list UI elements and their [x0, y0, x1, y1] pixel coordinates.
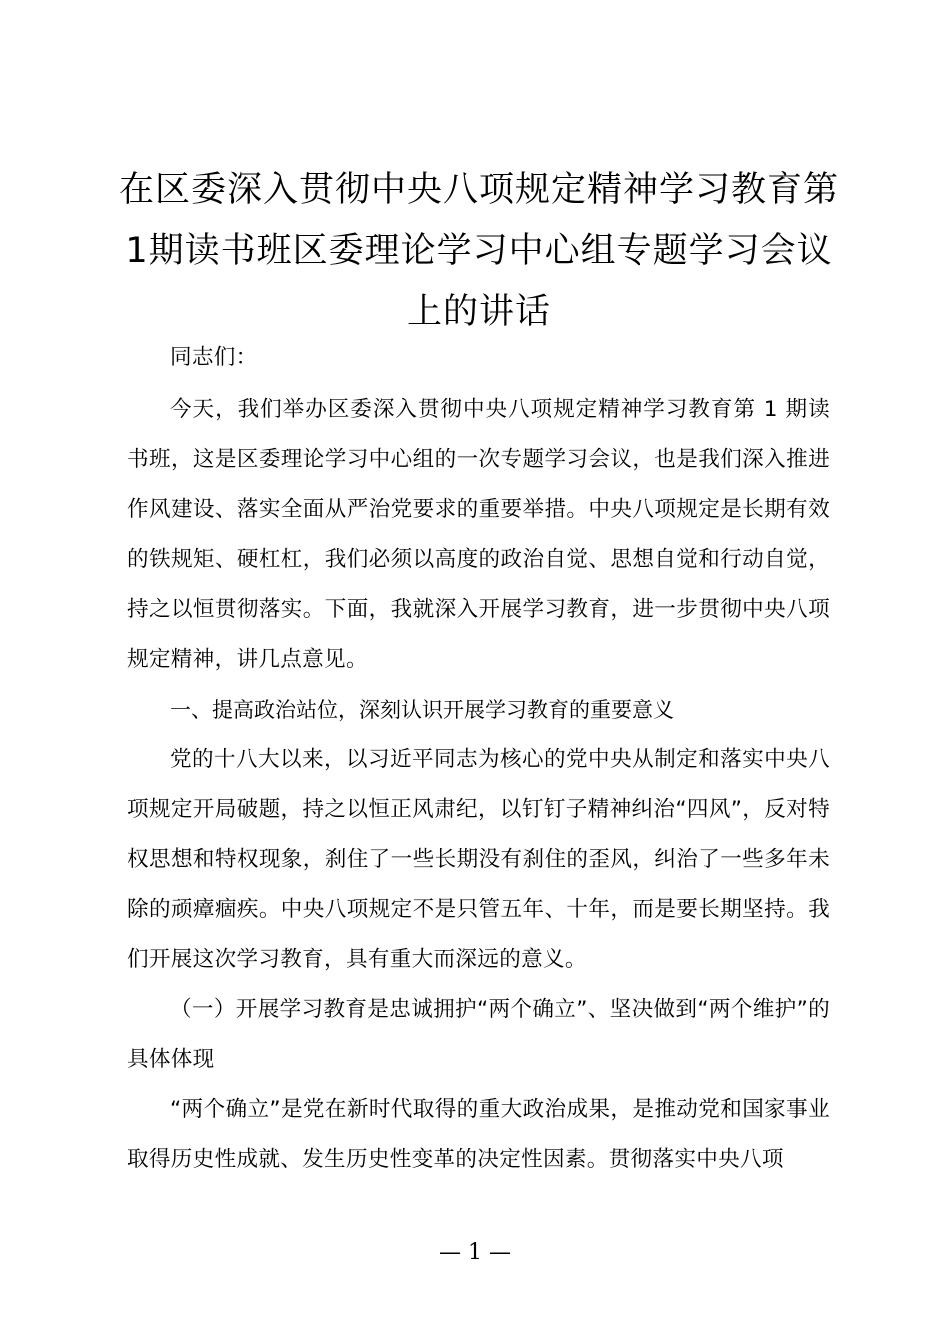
paragraph-intro: 今天，我们举办区委深入贯彻中央八项规定精神学习教育第 1 期读书班，这是区委理论学习中心组的一次专题学习会议，也是我们深入推进作风建设、落实全面从严治党要求的重要举措。中央八项规定是长期有效的铁规矩、硬杠杠，我们必须以高度的政治自觉、思想自觉和行动自觉，持之以恒贯彻落实。下面，我就深入开展学习教育，进一步贯彻中央八项规定精神，讲几点意见。: [127, 397, 830, 672]
title-line-3: 上的讲话: [406, 292, 551, 332]
salutation: 同志们：: [170, 345, 258, 370]
page-number: — 1 —: [439, 1240, 511, 1265]
title-line-2: 1期读书班区委理论学习中心组专题学习会议: [125, 231, 833, 271]
section-heading-1: 一、提高政治站位，深刻认识开展学习教育的重要意义: [170, 698, 674, 722]
paragraph-subsection-1: “两个确立”是党在新时代取得的重大政治成果，是推动党和国家事业取得历史性成就、发生历史性变革的决定性因素。贯彻落实中央八项: [127, 1097, 830, 1172]
document-title: [110, 160, 848, 343]
subsection-heading-1: （一）开展学习教育是忠诚拥护“两个确立”、坚决做到“两个维护”的具体体现: [127, 997, 830, 1072]
paragraph-section-1: 党的十八大以来，以习近平同志为核心的党中央从制定和落实中央八项规定开局破题，持之以恒正风肃纪，以钉钉子精神纠治“四风”，反对特权思想和特权现象，刹住了一些长期没有刹住的歪风，纠治了一些多年未除的顽瘴痼疾。中央八项规定不是只管五年、十年，而是要长期坚持。我们开展这次学习教育，具有重大而深远的意义。: [127, 747, 830, 972]
document-body: [127, 333, 830, 1185]
title-line-1: 在区委深入贯彻中央八项规定精神学习教育第: [118, 170, 839, 210]
